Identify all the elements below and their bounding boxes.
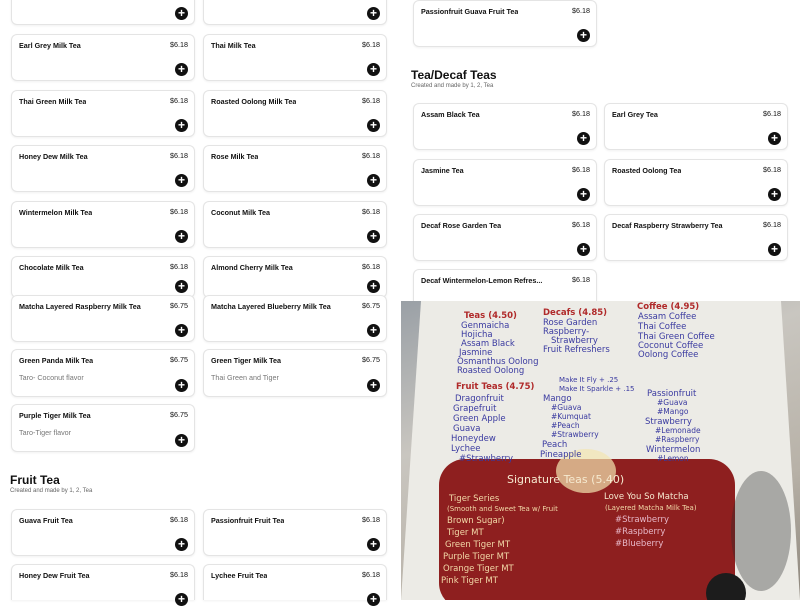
item-description: Taro- Coconut flavor	[19, 373, 84, 382]
item-name: Roasted Oolong Tea	[612, 166, 682, 175]
handwritten-line: Pink Tiger MT	[441, 576, 498, 586]
menu-item-card[interactable]	[11, 404, 195, 452]
decafs-header: Decafs (4.85)	[543, 308, 608, 318]
add-item-button[interactable]: +	[175, 434, 188, 447]
item-price: $6.18	[170, 40, 188, 49]
handwritten-line: Fruit Refreshers	[543, 345, 610, 355]
item-name: Honey Dew Milk Tea	[19, 152, 88, 161]
add-item-button[interactable]: +	[175, 230, 188, 243]
handwritten-line: #Lemon	[657, 454, 689, 463]
item-name: Almond Cherry Milk Tea	[211, 263, 293, 272]
add-item-button[interactable]: +	[175, 174, 188, 187]
item-price: $6.18	[572, 275, 590, 284]
handwritten-line: Make It Fly + .25	[559, 376, 619, 384]
handwritten-line: Lychee	[451, 444, 481, 454]
add-item-button[interactable]: +	[768, 132, 781, 145]
item-price: $6.75	[362, 355, 380, 364]
item-price: $6.18	[763, 165, 781, 174]
handwritten-line: #Blueberry	[615, 539, 664, 549]
menu-item-card[interactable]	[203, 256, 387, 298]
item-name: Thai Green Milk Tea	[19, 97, 87, 106]
handwritten-line: Oolong Coffee	[638, 350, 699, 360]
item-price: $6.75	[170, 355, 188, 364]
menu-item-card[interactable]	[203, 295, 387, 342]
matcha-header: Love You So Matcha	[604, 492, 689, 502]
section-title-fruit-tea: Fruit Tea	[10, 473, 60, 487]
item-price: $6.18	[763, 220, 781, 229]
handwritten-line: #Mango	[657, 407, 689, 416]
add-item-button[interactable]: +	[367, 7, 380, 20]
item-name: Guava Fruit Tea	[19, 516, 73, 525]
menu-item-card[interactable]	[604, 159, 788, 206]
menu-item-card[interactable]	[11, 349, 195, 397]
handwritten-line: Strawberry	[645, 417, 692, 427]
handwritten-line: Rose Garden	[543, 318, 598, 328]
item-name: Purple Tiger Milk Tea	[19, 411, 91, 420]
item-price: $6.18	[170, 151, 188, 160]
add-item-button[interactable]: +	[175, 324, 188, 337]
item-price: $6.75	[362, 301, 380, 310]
handwritten-line: #Peach	[551, 421, 580, 430]
add-item-button[interactable]: +	[175, 119, 188, 132]
item-price: $6.18	[170, 96, 188, 105]
add-item-button[interactable]: +	[175, 538, 188, 551]
item-price: $6.18	[362, 96, 380, 105]
item-price: $6.18	[362, 40, 380, 49]
handwritten-line: Tiger MT	[447, 528, 484, 538]
item-price: $6.18	[170, 515, 188, 524]
menu-item-card[interactable]	[11, 564, 195, 606]
item-name: Chocolate Milk Tea	[19, 263, 84, 272]
item-name: Coconut Milk Tea	[211, 208, 270, 217]
add-item-button[interactable]: +	[768, 188, 781, 201]
add-item-button[interactable]: +	[367, 280, 380, 293]
section-title-tea-decaf: Tea/Decaf Teas	[411, 68, 497, 82]
item-name: Decaf Raspberry Strawberry Tea	[612, 221, 723, 230]
menu-item-card[interactable]	[203, 349, 387, 397]
handwritten-line: Purple Tiger MT	[443, 552, 510, 562]
item-name: Lychee Fruit Tea	[211, 571, 268, 580]
handwritten-line: #Strawberry	[615, 515, 670, 525]
add-item-button[interactable]: +	[577, 188, 590, 201]
section-subtitle: Created and made by 1, 2, Tea	[411, 83, 494, 89]
add-item-button[interactable]: +	[175, 593, 188, 606]
handwritten-line: Green Apple	[453, 414, 506, 424]
menu-item-card[interactable]	[413, 214, 597, 261]
handwritten-line: Brown Sugar)	[447, 516, 505, 526]
item-name: Earl Grey Milk Tea	[19, 41, 81, 50]
item-name: Matcha Layered Blueberry Milk Tea	[211, 302, 331, 311]
fruit-teas-header: Fruit Teas (4.75)	[456, 382, 535, 392]
item-price: $6.18	[362, 515, 380, 524]
handwritten-line: #Guava	[551, 403, 582, 412]
menu-item-card[interactable]	[203, 564, 387, 606]
menu-item-card[interactable]	[413, 269, 597, 301]
menu-item-card[interactable]	[203, 0, 387, 25]
menu-item-card[interactable]	[604, 214, 788, 261]
add-item-button[interactable]: +	[768, 243, 781, 256]
shadow	[731, 471, 791, 591]
item-name: Assam Black Tea	[421, 110, 480, 119]
menu-item-card[interactable]	[604, 103, 788, 150]
add-item-button[interactable]: +	[175, 7, 188, 20]
item-name: Roasted Oolong Milk Tea	[211, 97, 297, 106]
handwritten-line: #Guava	[657, 398, 688, 407]
handwritten-line: Osmanthus Oolong	[457, 357, 539, 367]
teas-header: Teas (4.50)	[464, 311, 517, 321]
item-name: Green Panda Milk Tea	[19, 356, 94, 365]
handwritten-line: #Strawberry	[551, 430, 599, 439]
menu-item-card[interactable]	[203, 201, 387, 248]
handwritten-line: Genmaicha	[461, 321, 510, 331]
item-price: $6.18	[572, 6, 590, 15]
add-item-button[interactable]: +	[367, 63, 380, 76]
add-item-button[interactable]: +	[367, 174, 380, 187]
item-price: $6.18	[362, 570, 380, 579]
handwritten-line: Raspberry-	[543, 327, 590, 337]
handwritten-line: Orange Tiger MT	[443, 564, 514, 574]
add-item-button[interactable]: +	[367, 324, 380, 337]
add-item-button[interactable]: +	[367, 379, 380, 392]
handwritten-line: Wintermelon	[646, 445, 701, 455]
handwritten-line: Coconut Coffee	[638, 341, 704, 351]
add-item-button[interactable]: +	[367, 119, 380, 132]
menu-item-card[interactable]	[11, 201, 195, 248]
item-name: Decaf Rose Garden Tea	[421, 221, 502, 230]
item-price: $6.75	[170, 301, 188, 310]
handwritten-line: (Layered Matcha Milk Tea)	[605, 504, 697, 512]
menu-item-card[interactable]	[413, 103, 597, 150]
item-name: Decaf Wintermelon-Lemon Refres...	[421, 276, 543, 285]
add-item-button[interactable]: +	[367, 230, 380, 243]
menu-item-card[interactable]	[203, 145, 387, 192]
handwritten-line: Honeydew	[451, 434, 496, 444]
menu-item-card[interactable]	[203, 509, 387, 556]
item-name: Matcha Layered Raspberry Milk Tea	[19, 302, 141, 311]
add-item-button[interactable]: +	[577, 243, 590, 256]
item-price: $6.18	[362, 207, 380, 216]
menu-board-illustration	[401, 301, 800, 600]
item-name: Thai Milk Tea	[211, 41, 256, 50]
menu-board-photo	[401, 301, 800, 600]
handwritten-line: Passionfruit	[647, 389, 697, 399]
handwritten-line: Mango	[543, 394, 572, 404]
item-price: $6.18	[572, 109, 590, 118]
coffee-header: Coffee (4.95)	[637, 302, 700, 312]
tiger-header: Tiger Series	[449, 494, 500, 504]
item-price: $6.18	[572, 165, 590, 174]
item-name: Wintermelon Milk Tea	[19, 208, 93, 217]
handwritten-line: #Kumquat	[551, 412, 591, 421]
handwritten-line: Roasted Oolong	[457, 366, 525, 376]
handwritten-line: Assam Coffee	[638, 312, 697, 322]
item-price: $6.18	[362, 262, 380, 271]
menu-item-card[interactable]	[413, 159, 597, 206]
menu-item-card[interactable]	[11, 256, 195, 298]
handwritten-line: Thai Green Coffee	[638, 332, 715, 342]
item-price: $6.18	[572, 220, 590, 229]
item-price: $6.18	[170, 570, 188, 579]
handwritten-line: Jasmine	[459, 348, 493, 358]
handwritten-line: Dragonfruit	[455, 394, 504, 404]
add-item-button[interactable]: +	[175, 63, 188, 76]
handwritten-line: Assam Black	[461, 339, 515, 349]
handwritten-line: Peach	[542, 440, 568, 450]
menu-item-card[interactable]	[11, 90, 195, 137]
handwritten-line: Grapefruit	[453, 404, 497, 414]
item-name: Rose Milk Tea	[211, 152, 259, 161]
item-name: Jasmine Tea	[421, 166, 464, 175]
item-price: $6.18	[170, 262, 188, 271]
menu-item-card[interactable]	[11, 295, 195, 342]
handwritten-line: Guava	[453, 424, 481, 434]
menu-item-card[interactable]	[203, 90, 387, 137]
section-subtitle: Created and made by 1, 2, Tea	[10, 488, 93, 494]
menu-item-card[interactable]	[203, 34, 387, 81]
add-item-button[interactable]: +	[367, 593, 380, 606]
menu-item-card[interactable]	[413, 0, 597, 47]
add-item-button[interactable]: +	[577, 29, 590, 42]
handwritten-line: Green Tiger MT	[445, 540, 511, 550]
signature-header: Signature Teas (5.40)	[507, 473, 625, 486]
menu-item-card[interactable]	[11, 34, 195, 81]
handwritten-line: (Smooth and Sweet Tea w/ Fruit	[447, 505, 558, 513]
handwritten-line: #Strawberry	[459, 454, 514, 464]
add-item-button[interactable]: +	[367, 538, 380, 551]
add-item-button[interactable]: +	[577, 132, 590, 145]
handwritten-line: #Raspberry	[655, 435, 700, 444]
item-price: $6.18	[362, 151, 380, 160]
item-name: Earl Grey Tea	[612, 110, 658, 119]
item-name: Passionfruit Fruit Tea	[211, 516, 285, 525]
menu-item-card[interactable]	[11, 0, 195, 25]
item-name: Honey Dew Fruit Tea	[19, 571, 90, 580]
item-price: $6.18	[763, 109, 781, 118]
handwritten-line: Hojicha	[461, 330, 493, 340]
item-name: Passionfruit Guava Fruit Tea	[421, 7, 519, 16]
handwritten-line: #Lemonade	[655, 426, 701, 435]
handwritten-line: Thai Coffee	[638, 322, 687, 332]
handwritten-line: Make It Sparkle + .15	[559, 385, 635, 393]
menu-item-card[interactable]	[11, 145, 195, 192]
handwritten-line: Strawberry	[551, 336, 598, 346]
item-price: $6.75	[170, 410, 188, 419]
item-description: Thai Green and Tiger	[211, 373, 279, 382]
item-price: $6.18	[170, 207, 188, 216]
menu-item-card[interactable]	[11, 509, 195, 556]
add-item-button[interactable]: +	[175, 379, 188, 392]
handwritten-line: #Raspberry	[615, 527, 666, 537]
item-description: Taro-Tiger flavor	[19, 428, 72, 437]
handwritten-line: Pineapple	[540, 450, 582, 460]
add-item-button[interactable]: +	[175, 280, 188, 293]
item-name: Green Tiger Milk Tea	[211, 356, 282, 365]
